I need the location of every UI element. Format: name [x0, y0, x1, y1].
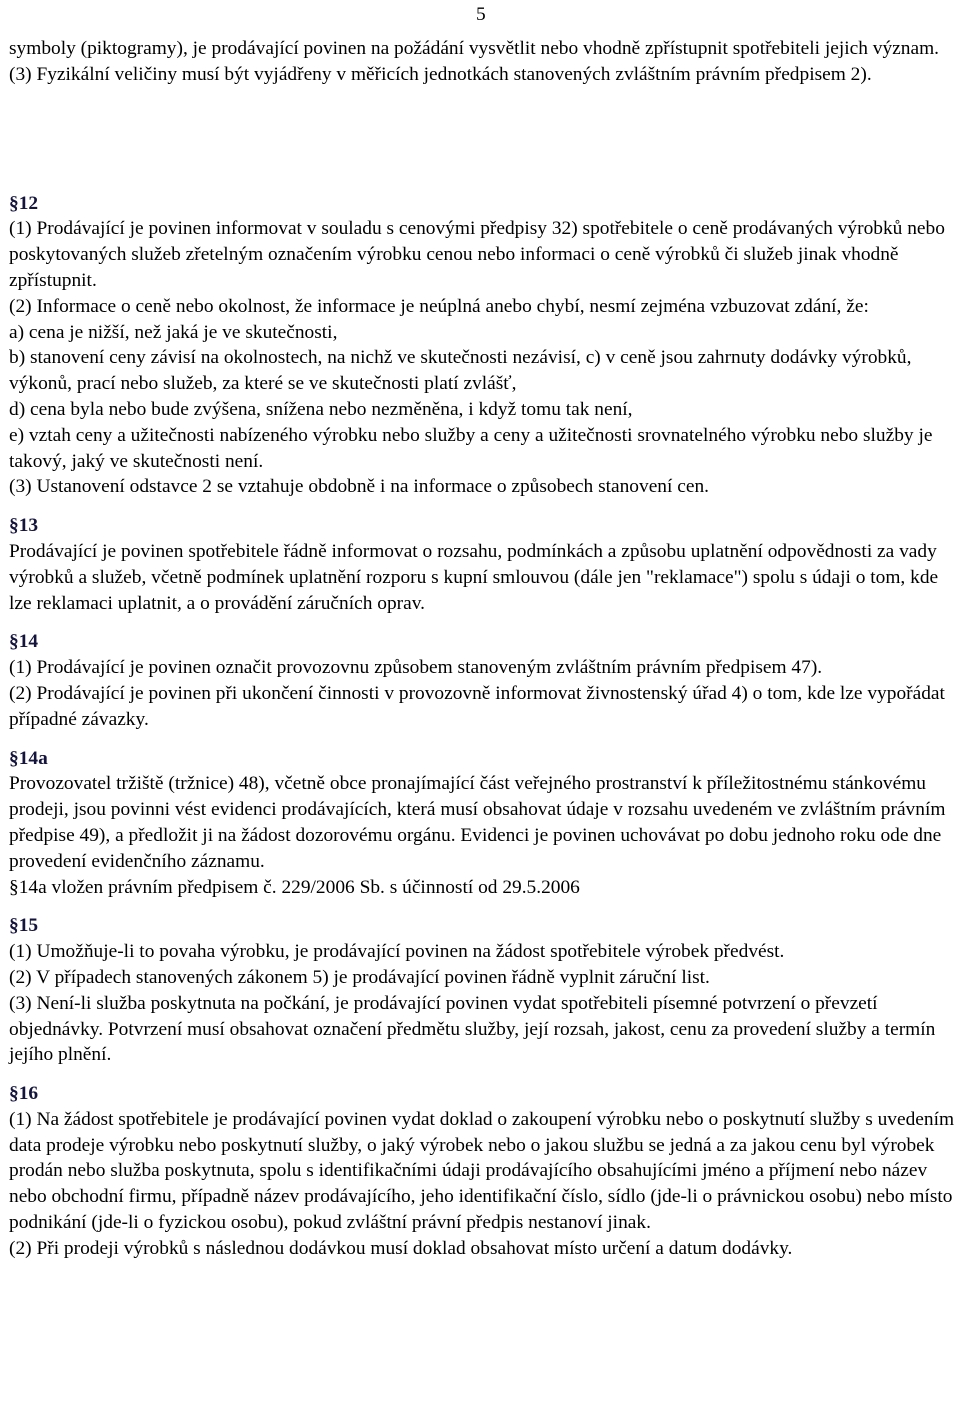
section-heading: §14a [9, 747, 48, 769]
paragraph: (2) V případech stanovených zákonem 5) je prodávající povinen řádně vyplnit záruční list. [9, 966, 710, 988]
paragraph: (3) Ustanovení odstavce 2 se vztahuje obdobně i na informace o způsobech stanovení cen. [9, 476, 709, 498]
section-heading: §12 [9, 192, 39, 214]
document-body [9, 36, 957, 1262]
intro-paragraph-1: symboly (piktogramy), je prodávající povinen na požádání vysvětlit nebo vhodně zpřístupnit spotřebiteli jejich význam. [9, 38, 939, 59]
intro-paragraph-2: (3) Fyzikální veličiny musí být vyjádřeny v měřicích jednotkách stanovených zvláštním právním předpisem 2). [9, 63, 872, 85]
section-spacer [9, 500, 957, 513]
paragraph: (1) Umožňuje-li to povaha výrobku, je prodávající povinen na žádost spotřebitele výrobek předvést. [9, 941, 785, 963]
list-item-a: a) cena je nižší, než jaká je ve skutečnosti, [9, 321, 338, 343]
paragraph: Provozovatel tržiště (tržnice) 48), včetně obce pronajímající část veřejného prostranství k příležitostnému stánkovému prodeji, jsou povinni vést evidenci prodávajících, která musí obsahovat údaje v rozsahu uvedeném ve zvláštním právním předpise 49), a předložit ji na žádost dozorovému orgánu. Evidenci je povinen uchovávat po dobu jednoho roku ode dne provedení evidenčního záznamu. [9, 773, 946, 872]
paragraph: (3) Není-li služba poskytnuta na počkání, je prodávající povinen vydat spotřebiteli písemné potvrzení o převzetí objednávky. Potvrzení musí obsahovat označení předmětu služby, její rozsah, jakost, cenu za provedení služby a termín jejího plnění. [9, 992, 936, 1066]
paragraph: (2) Při prodeji výrobků s následnou dodávkou musí doklad obsahovat místo určení a datum dodávky. [9, 1237, 793, 1259]
paragraph: (1) Prodávající je povinen informovat v souladu s cenovými předpisy 32) spotřebitele o ceně prodávaných výrobků nebo poskytovaných služeb zřetelným označením výrobku cenou nebo informaci o ceně výrobků či služeb jinak vhodně zpřístupnit. [9, 218, 945, 291]
paragraph: (1) Na žádost spotřebitele je prodávající povinen vydat doklad o zakoupení výrobku nebo o poskytnutí služby s uvedením data prodeje výrobku nebo poskytnutí služby, o jaký výrobek nebo o jakou službu se jedná a za jakou cenu byl výrobek prodán nebo služba poskytnuta, spolu s identifikačními údaji prodávajícího obsahujícími jméno a příjmení nebo název nebo obchodní firmu, případně název prodávajícího, jeho identifikační číslo, sídlo (jde-li o právnickou osobu) nebo místo podnikání (jde-li o fyzickou osobu), pokud zvláštní právní předpis nestanoví jinak. [9, 1108, 955, 1234]
amendment-note: §14a vložen právním předpisem č. 229/2006 Sb. s účinností od 29.5.2006 [9, 876, 580, 898]
list-item-d: d) cena byla nebo bude zvýšena, snížena nebo nezměněna, i když tomu tak není, [9, 398, 633, 420]
section-14a [9, 746, 957, 901]
section-heading: §16 [9, 1083, 39, 1105]
section-12 [9, 191, 957, 501]
section-spacer [9, 733, 957, 746]
section-spacer [9, 1068, 957, 1081]
section-heading: §14 [9, 631, 39, 653]
section-15 [9, 913, 957, 1068]
paragraph: (1) Prodávající je povinen označit provozovnu způsobem stanoveným zvláštním právním předpisem 47). [9, 657, 823, 679]
section-16 [9, 1081, 957, 1262]
paragraph: (2) Prodávající je povinen při ukončení činnosti v provozovně informovat živnostenský úřad 4) o tom, kde lze vypořádat případné závazky. [9, 682, 945, 730]
section-spacer [9, 900, 957, 913]
section-spacer [9, 616, 957, 629]
section-14 [9, 629, 957, 732]
list-item-e: e) vztah ceny a užitečnosti nabízeného výrobku nebo služby a ceny a užitečnosti srovnatelného výrobku nebo služby je takový, jaký ve skutečnosti není. [9, 424, 933, 472]
page-number: 5 [476, 4, 486, 25]
paragraph: Prodávající je povinen spotřebitele řádně informovat o rozsahu, podmínkách a způsobu uplatnění odpovědnosti za vady výrobků a služeb, včetně podmínek uplatnění rozporu s kupní smlouvou (dále jen "reklamace") spolu s údaji o tom, kde lze reklamaci uplatnit, a o provádění záručních oprav. [9, 540, 939, 614]
section-heading: §13 [9, 515, 39, 537]
section-heading: §15 [9, 915, 39, 937]
section-spacer [9, 88, 957, 191]
section-13 [9, 513, 957, 616]
list-item-b: b) stanovení ceny závisí na okolnostech, na nichž ve skutečnosti nezávisí, c) v ceně jsou zahrnuty dodávky výrobků, výkonů, prací nebo služeb, za které se ve skutečnosti platí zvlášť, [9, 347, 912, 395]
paragraph: (2) Informace o ceně nebo okolnost, že informace je neúplná anebo chybí, nesmí zejména vzbuzovat zdání, že: [9, 295, 869, 317]
